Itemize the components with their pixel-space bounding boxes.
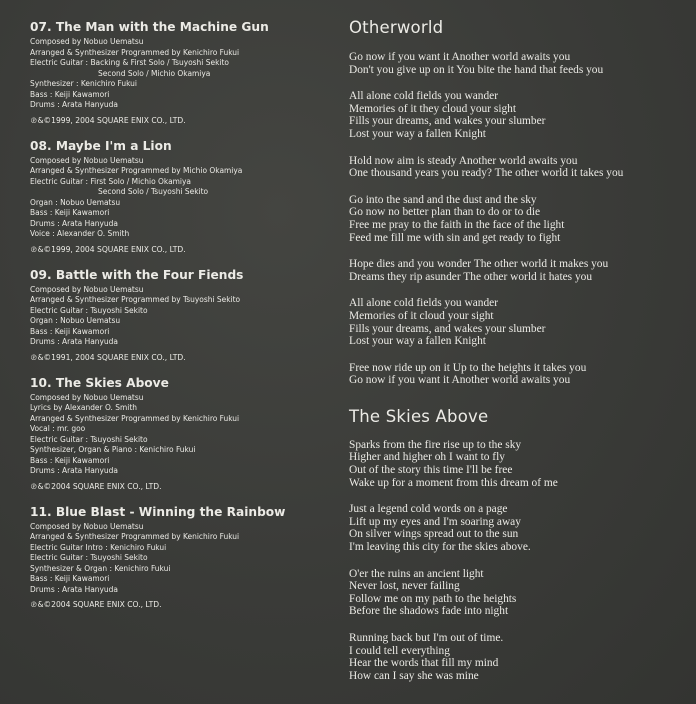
lyric-line: Lost your way a fallen Knight <box>349 335 486 348</box>
stanza <box>349 362 689 387</box>
lyric-line: Hope dies and you wonder The other world it makes you <box>349 258 609 271</box>
credit-line: Arranged & Synthesizer Programmed by Kenichiro Fukui <box>30 46 240 57</box>
lyric-line: All alone cold fields you wander <box>349 90 498 103</box>
track-title: 09. Battle with the Four Fiends <box>30 267 244 282</box>
credit-line: Lyrics by Alexander O. Smith <box>30 402 137 412</box>
lyrics-column <box>349 18 689 696</box>
stanza <box>349 90 689 140</box>
lyric-line: One thousand years you ready? The other world it takes you <box>349 167 624 180</box>
track-title: 07. The Man with the Machine Gun <box>30 20 269 34</box>
lyric-line: Feed me fill me with sin and get ready to fight <box>349 231 561 244</box>
lyric-line: All alone cold fields you wander <box>349 297 498 310</box>
stanza <box>349 51 689 76</box>
track-08 <box>30 139 330 255</box>
credit-line: Synthesizer, Organ & Piano : Kenichiro Fukui <box>30 444 196 454</box>
stanza <box>349 297 689 347</box>
credit-line: Voice : Alexander O. Smith <box>30 228 130 238</box>
credit-line: Second Solo / Tsuyoshi Sekito <box>98 186 209 196</box>
lyric-line: Lost your way a fallen Knight <box>349 127 486 140</box>
credit-line: Synthesizer & Organ : Kenichiro Fukui <box>30 562 171 573</box>
copyright-notice: ℗&©1999, 2004 SQUARE ENIX CO., LTD. <box>30 115 186 125</box>
credit-line: Bass : Keiji Kawamori <box>30 207 110 217</box>
credit-line: Bass : Keiji Kawamori <box>30 573 110 583</box>
credit-line: Drums : Arata Hanyuda <box>30 99 118 109</box>
credit-line: Arranged & Synthesizer Programmed by Tsuyoshi Sekito <box>30 294 241 304</box>
credit-line: Electric Guitar Intro : Kenichiro Fukui <box>30 541 167 552</box>
track-credits-column <box>30 20 330 623</box>
lyric-line: Go now if you want it Another world awaits you <box>349 51 571 63</box>
credit-line: Second Solo / Michio Okamiya <box>98 67 211 78</box>
lyric-line: Running back but I'm out of time. <box>349 632 504 644</box>
credit-line: Organ : Nobuo Uematsu <box>30 315 121 325</box>
stanza <box>349 258 689 283</box>
track-07 <box>30 20 330 126</box>
lyric-line: Sparks from the fire rise up to the sky <box>349 438 522 451</box>
credit-line: Arranged & Synthesizer Programmed by Kenichiro Fukui <box>30 531 240 541</box>
credit-line: Drums : Arata Hanyuda <box>30 583 118 594</box>
lyric-line: O'er the ruins an ancient light <box>349 567 484 580</box>
lyric-line: Before the shadows fade into night <box>349 605 509 618</box>
credit-line: Vocal : mr. goo <box>30 423 86 433</box>
lyric-line: Fills your dreams, and wakes your slumber <box>349 322 546 335</box>
track-title: 10. The Skies Above <box>30 375 169 390</box>
stanza <box>349 194 689 244</box>
credit-line: Composed by Nobuo Uematsu <box>30 391 144 402</box>
lyric-line: Hold now aim is steady Another world awaits you <box>349 154 578 167</box>
track-11 <box>30 505 330 611</box>
stanza <box>349 503 689 553</box>
lyric-line: I could tell everything <box>349 644 450 657</box>
lyric-line: Higher and higher oh I want to fly <box>349 451 505 464</box>
track-09 <box>30 268 330 363</box>
credit-line: Electric Guitar : Tsuyoshi Sekito <box>30 433 148 444</box>
credit-line: Composed by Nobuo Uematsu <box>30 154 144 165</box>
lyric-line: Hear the words that fill my mind <box>349 657 499 670</box>
track-title: 08. Maybe I'm a Lion <box>30 138 172 153</box>
lyric-line: Go now no better plan than to do or to die <box>349 206 541 219</box>
credit-line: Drums : Arata Hanyuda <box>30 336 118 346</box>
lyric-line: Fills your dreams, and wakes your slumber <box>349 115 546 128</box>
stanza <box>349 568 689 618</box>
credit-line: Composed by Nobuo Uematsu <box>30 36 144 46</box>
credit-line: Bass : Keiji Kawamori <box>30 454 110 465</box>
song-otherworld <box>349 18 689 387</box>
credit-line: Bass : Keiji Kawamori <box>30 88 110 99</box>
lyric-line: Out of the story this time I'll be free <box>349 464 513 477</box>
stanza <box>349 155 689 180</box>
lyric-line: Memories of it cloud your sight <box>349 309 494 322</box>
track-10 <box>30 376 330 492</box>
credit-line: Arranged & Synthesizer Programmed by Kenichiro Fukui <box>30 412 240 423</box>
lyric-line: Don't you give up on it You bite the hand that feeds you <box>349 63 604 76</box>
credit-line: Composed by Nobuo Uematsu <box>30 283 144 294</box>
lyric-line: Memories of it they cloud your sight <box>349 102 517 115</box>
copyright-notice: ℗&©1999, 2004 SQUARE ENIX CO., LTD. <box>30 244 186 254</box>
credit-line: Electric Guitar : First Solo / Michio Okamiya <box>30 175 191 186</box>
lyric-line: Just a legend cold words on a page <box>349 503 508 516</box>
lyric-line: Go into the sand and the dust and the sky <box>349 193 537 206</box>
credit-line: Electric Guitar : Tsuyoshi Sekito <box>30 552 148 562</box>
song-the-skies-above <box>349 407 689 683</box>
lyric-line: How can I say she was mine <box>349 669 479 682</box>
copyright-notice: ℗&©2004 SQUARE ENIX CO., LTD. <box>30 600 162 609</box>
credit-line: Synthesizer : Kenichiro Fukui <box>30 78 137 88</box>
lyric-line: Dreams they rip asunder The other world it hates you <box>349 270 593 283</box>
lyric-line: Wake up for a moment from this dream of me <box>349 476 558 489</box>
song-title: Otherworld <box>349 18 444 37</box>
lyric-line: On silver wings spread out to the sun <box>349 528 519 541</box>
credit-line: Organ : Nobuo Uematsu <box>30 196 121 207</box>
credit-line: Arranged & Synthesizer Programmed by Michio Okamiya <box>30 165 243 175</box>
track-title: 11. Blue Blast - Winning the Rainbow <box>30 504 286 519</box>
stanza <box>349 439 689 489</box>
credit-line: Drums : Arata Hanyuda <box>30 217 118 228</box>
lyric-line: Free now ride up on it Up to the heights it takes you <box>349 361 587 374</box>
lyric-line: Follow me on my path to the heights <box>349 592 517 605</box>
credit-line: Electric Guitar : Tsuyoshi Sekito <box>30 304 148 315</box>
stanza <box>349 632 689 682</box>
credit-line: Composed by Nobuo Uematsu <box>30 520 144 531</box>
song-title: The Skies Above <box>349 406 489 426</box>
lyric-line: I'm leaving this city for the skies above. <box>349 541 531 554</box>
credit-line: Electric Guitar : Backing & First Solo / Tsuyoshi Sekito <box>30 57 229 67</box>
credit-line: Drums : Arata Hanyuda <box>30 465 118 475</box>
copyright-notice: ℗&©1991, 2004 SQUARE ENIX CO., LTD. <box>30 352 186 362</box>
lyric-line: Never lost, never failing <box>349 580 460 593</box>
lyric-line: Go now if you want it Another world awaits you <box>349 374 571 387</box>
credit-line: Bass : Keiji Kawamori <box>30 325 110 336</box>
lyric-line: Lift up my eyes and I'm soaring away <box>349 515 521 528</box>
lyric-line: Free me pray to the faith in the face of the light <box>349 218 565 231</box>
copyright-notice: ℗&©2004 SQUARE ENIX CO., LTD. <box>30 481 162 491</box>
